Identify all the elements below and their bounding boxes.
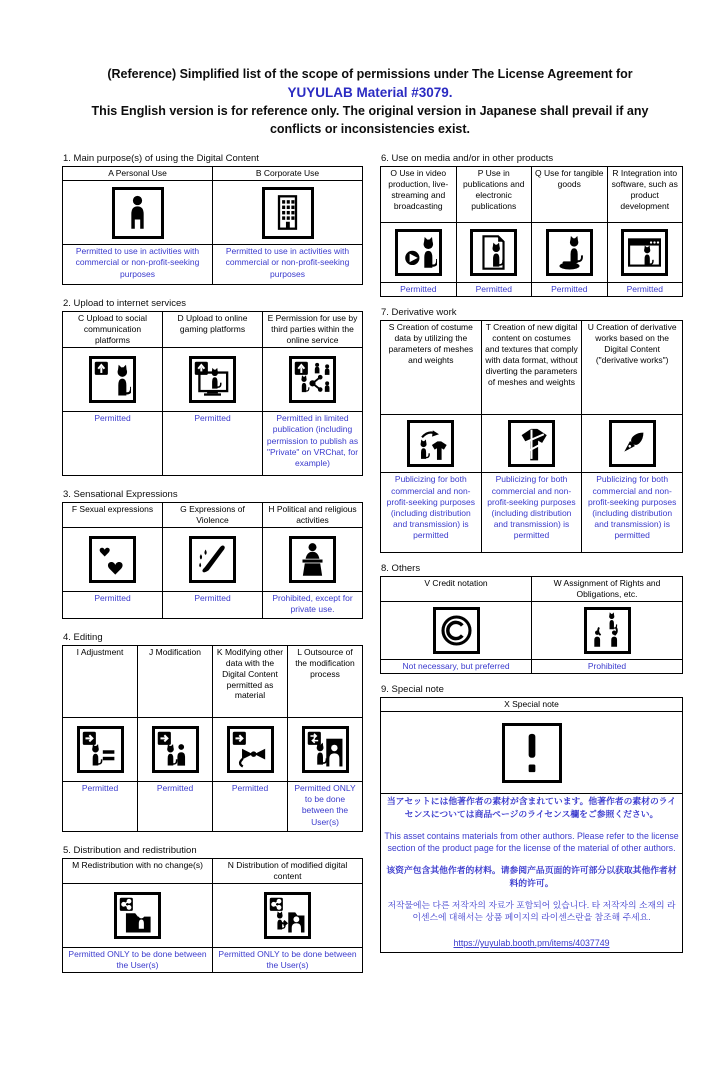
product-url-link[interactable]: https://yuyulab.booth.pm/items/4037749 [453, 938, 610, 949]
section-7 [380, 307, 683, 553]
upload-gaming-icon [189, 356, 236, 403]
permission-table [380, 166, 683, 297]
permission-status: Permitted ONLY to be done between the User(s) [288, 781, 363, 831]
section-3 [62, 489, 363, 619]
icon-cell [532, 602, 683, 660]
cell-header: Q Use for tangible goods [532, 167, 608, 223]
adjust-equals-icon [77, 726, 124, 773]
permission-table [380, 320, 683, 553]
building-icon [262, 187, 314, 239]
permission-status: Prohibited [532, 660, 683, 674]
outsource-icon [302, 726, 349, 773]
icon-cell [163, 348, 263, 412]
section-9 [380, 684, 683, 953]
cell-header: K Modifying other data with the Digital Content permitted as material [213, 645, 288, 717]
upload-share-icon [289, 356, 336, 403]
section-6 [380, 153, 683, 297]
special-note-zh: 该资产包含其他作者的材料。请参阅产品页面的许可部分以获取其他作者材料的许可。 [386, 865, 677, 888]
exclamation-icon [502, 723, 562, 783]
icon-cell [607, 223, 683, 283]
document-header [60, 66, 680, 138]
cell-header: D Upload to online gaming platforms [163, 312, 263, 348]
section-4 [62, 632, 363, 832]
icon-cell [532, 223, 608, 283]
permission-status: Permitted [63, 591, 163, 618]
permission-status: Permitted to use in activities with commercial or non-profit-seeking purposes [63, 245, 213, 285]
permission-table [62, 645, 363, 832]
disclaimer-text: This English version is for reference only. The original version in Japanese shall prevail if any conflicts or inconsistencies exist. [91, 103, 649, 136]
section-label: 8. Others [381, 563, 421, 575]
permission-status: Publicizing for both commercial and non-profit-seeking purposes (including distribution and transmission) is permitted [381, 473, 482, 553]
cell-header: P Use in publications and electronic publications [456, 167, 532, 223]
cell-header: R Integration into software, such as product development [607, 167, 683, 223]
right-column [380, 153, 683, 963]
icon-cell [582, 415, 683, 473]
permission-status: Permitted [213, 781, 288, 831]
rights-transfer-icon [584, 607, 631, 654]
section-label: 9. Special note [381, 684, 444, 696]
section-2 [62, 298, 363, 476]
cell-header: A Personal Use [63, 167, 213, 181]
section-label: 3. Sensational Expressions [63, 489, 178, 501]
permission-status: Publicizing for both commercial and non-profit-seeking purposes (including distribution and transmission) is permitted [481, 473, 582, 553]
permission-status: Permitted [456, 283, 532, 297]
modify-material-icon [227, 726, 274, 773]
section-label: 7. Derivative work [381, 307, 457, 319]
cell-header: M Redistribution with no change(s) [63, 858, 213, 883]
permission-status: Not necessary, but preferred [381, 660, 532, 674]
permissions-grid [62, 153, 724, 986]
cell-header: E Permission for use by third parties within the online service [263, 312, 363, 348]
cell-header: F Sexual expressions [63, 503, 163, 528]
icon-cell [213, 181, 363, 245]
icon-cell [381, 415, 482, 473]
section-label: 5. Distribution and redistribution [63, 844, 197, 856]
icon-cell [381, 712, 683, 794]
special-note-ja: 当アセットには他著作者の素材が含まれています。他著作者の素材のライセンスについては商品ページのライセンス欄をご参照ください。 [386, 796, 677, 819]
copyright-icon [433, 607, 480, 654]
share-modified-icon [264, 892, 311, 939]
section-1 [62, 153, 363, 285]
icon-cell [63, 883, 213, 947]
permission-status: Permitted [532, 283, 608, 297]
icon-cell [456, 223, 532, 283]
permission-status: Permitted [163, 412, 263, 476]
costume-data-icon [407, 420, 454, 467]
document-title-line: (Reference) Simplified list of the scope of permissions under The License Agreement for [107, 67, 633, 81]
special-note-cell [381, 794, 683, 953]
permission-status: Permitted [63, 412, 163, 476]
pen-icon [609, 420, 656, 467]
permission-status: Permitted to use in activities with commercial or non-profit-seeking purposes [213, 245, 363, 285]
section-label: 1. Main purpose(s) of using the Digital Content [63, 153, 259, 165]
cell-header: U Creation of derivative works based on the Digital Content ("derivative works") [582, 321, 683, 415]
cell-header: N Distribution of modified digital content [213, 858, 363, 883]
icon-cell [63, 527, 163, 591]
person-icon [112, 187, 164, 239]
cell-header: T Creation of new digital content on costumes and textures that comply with data format, without diverting the parameters of meshes and weights [481, 321, 582, 415]
icon-cell [138, 717, 213, 781]
cell-header: C Upload to social communication platforms [63, 312, 163, 348]
permission-status: Prohibited, except for private use. [263, 591, 363, 618]
permission-table [62, 166, 363, 285]
special-note-en: This asset contains materials from other authors. Please refer to the license section of the product page for the license of the material of other authors. [384, 830, 679, 854]
podium-speech-icon [289, 536, 336, 583]
section-8 [380, 563, 683, 674]
left-column [62, 153, 363, 986]
icon-cell [163, 527, 263, 591]
permission-status: Permitted [138, 781, 213, 831]
figurine-icon [546, 229, 593, 276]
icon-cell [263, 527, 363, 591]
material-title: YUYULAB Material #3079. [287, 84, 453, 100]
permission-table [62, 502, 363, 619]
hearts-icon [89, 536, 136, 583]
cell-header: S Creation of costume data by utilizing the parameters of meshes and weights [381, 321, 482, 415]
icon-cell [381, 223, 457, 283]
upload-cat-icon [89, 356, 136, 403]
cell-header: W Assignment of Rights and Obligations, etc. [532, 577, 683, 602]
permission-status: Permitted in limited publication (including permission to publish as "Private" on VRChat, for example) [263, 412, 363, 476]
icon-cell [63, 181, 213, 245]
special-note-ko: 저작물에는 다른 저작자의 자료가 포함되어 있습니다. 타 저작자의 소재의 라이센스에 대해서는 상품 페이지의 라이센스란을 참조해 주세요. [387, 899, 676, 923]
section-label: 6. Use on media and/or in other products [381, 153, 554, 165]
permission-table [380, 697, 683, 953]
software-window-icon [621, 229, 668, 276]
permission-status: Permitted [63, 781, 138, 831]
icon-cell [213, 717, 288, 781]
publication-icon [470, 229, 517, 276]
permission-table [380, 576, 683, 674]
cell-header: H Political and religious activities [263, 503, 363, 528]
cell-header: B Corporate Use [213, 167, 363, 181]
icon-cell [213, 883, 363, 947]
permission-status: Permitted ONLY to be done between the User(s) [63, 947, 213, 972]
icon-cell [288, 717, 363, 781]
icon-cell [263, 348, 363, 412]
icon-cell [381, 602, 532, 660]
icon-cell [481, 415, 582, 473]
permission-table [62, 311, 363, 476]
cell-header: G Expressions of Violence [163, 503, 263, 528]
section-label: 4. Editing [63, 631, 103, 643]
video-play-icon [395, 229, 442, 276]
permission-status: Permitted [607, 283, 683, 297]
cell-header: V Credit notation [381, 577, 532, 602]
permission-table [62, 858, 363, 973]
section-5 [62, 845, 363, 973]
share-folder-icon [114, 892, 161, 939]
knife-icon [189, 536, 236, 583]
permission-status: Permitted [163, 591, 263, 618]
icon-cell [63, 717, 138, 781]
permission-status: Permitted [381, 283, 457, 297]
section-label: 2. Upload to internet services [63, 298, 187, 310]
permission-status: Publicizing for both commercial and non-profit-seeking purposes (including distribution and transmission) is permitted [582, 473, 683, 553]
permission-status: Permitted ONLY to be done between the User(s) [213, 947, 363, 972]
cell-header: X Special note [381, 698, 683, 712]
cell-header: O Use in video production, live-streaming and broadcasting [381, 167, 457, 223]
texture-costume-icon [508, 420, 555, 467]
cell-header: L Outsource of the modification process [288, 645, 363, 717]
icon-cell [63, 348, 163, 412]
modification-icon [152, 726, 199, 773]
cell-header: J Modification [138, 645, 213, 717]
cell-header: I Adjustment [63, 645, 138, 717]
